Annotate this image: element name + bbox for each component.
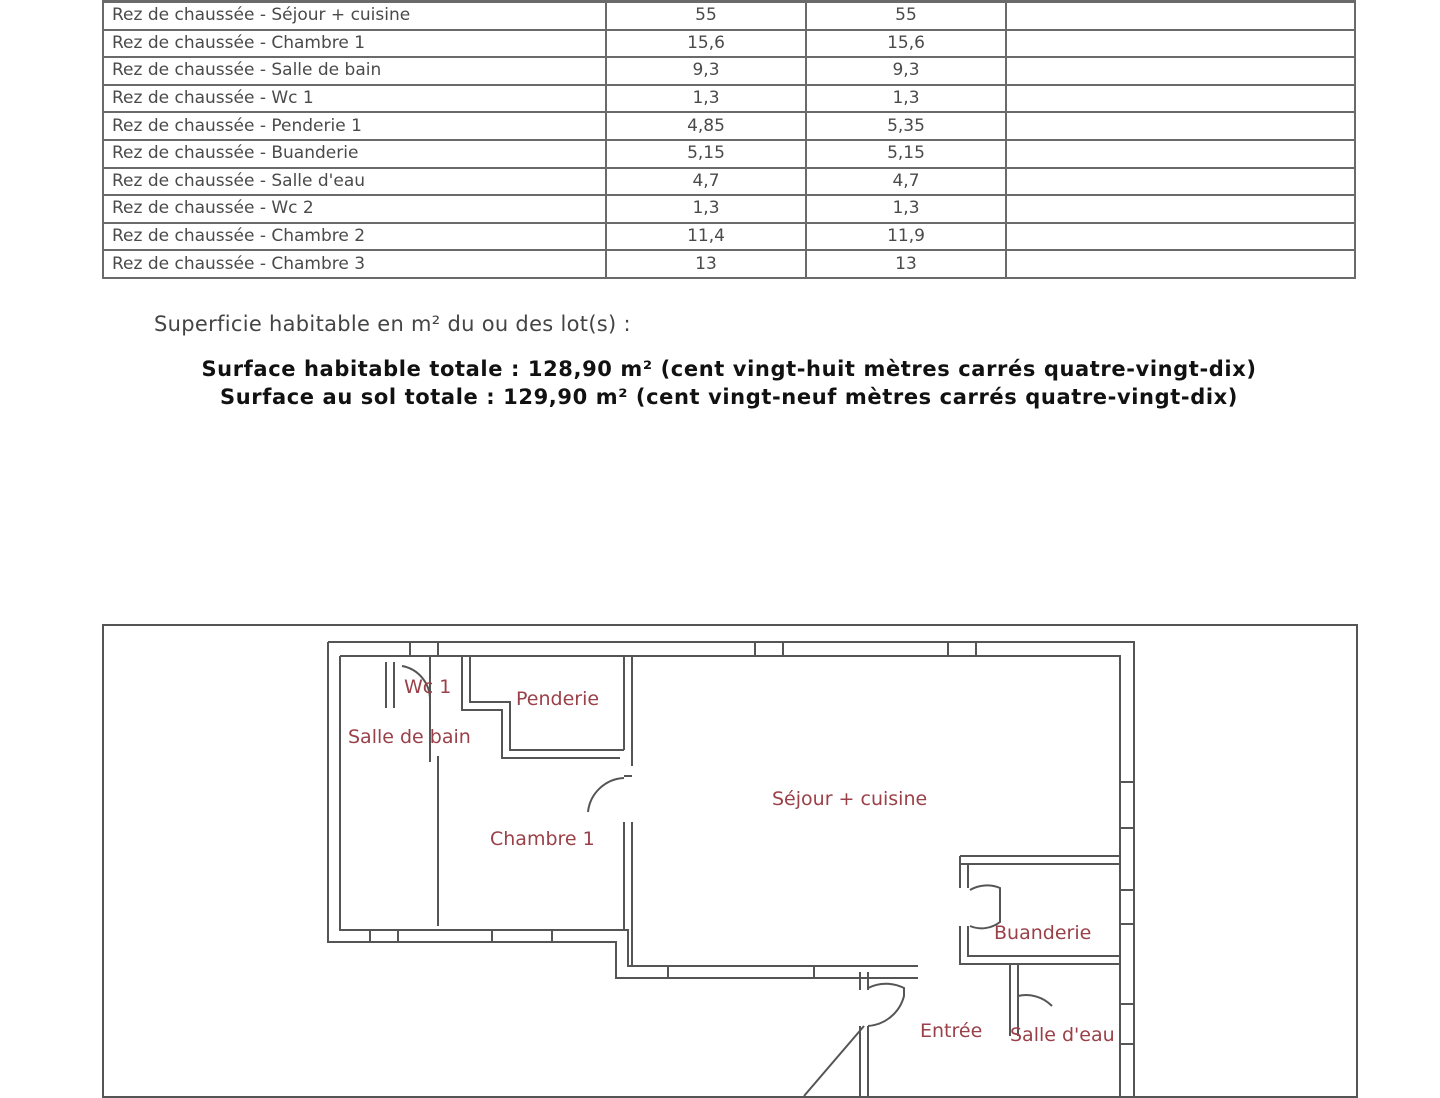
- room-cell: Rez de chaussée - Chambre 1: [103, 30, 606, 58]
- total-sol: Surface au sol totale : 129,90 m² (cent vingt-neuf mètres carrés quatre-vingt-dix): [220, 385, 1238, 409]
- room-label-salle-eau: Salle d'eau: [1010, 1024, 1115, 1046]
- note-cell: [1006, 112, 1355, 140]
- door-arc: [868, 984, 904, 1026]
- room-cell: Rez de chaussée - Chambre 3: [103, 250, 606, 278]
- surface-table-body: [103, 2, 1355, 278]
- room-cell: Rez de chaussée - Chambre 2: [103, 223, 606, 251]
- room-label-chambre1: Chambre 1: [490, 828, 595, 850]
- table-row: [103, 250, 1355, 278]
- window: [1120, 1004, 1134, 1044]
- surface-habitable-cell: 11,4: [606, 223, 806, 251]
- window: [1120, 782, 1134, 828]
- window: [410, 642, 438, 656]
- surface-sol-cell: 5,35: [806, 112, 1006, 140]
- surface-table: [102, 0, 1356, 279]
- surface-habitable-cell: 15,6: [606, 30, 806, 58]
- room-cell: Rez de chaussée - Buanderie: [103, 140, 606, 168]
- room-cell: Rez de chaussée - Séjour + cuisine: [103, 2, 606, 30]
- note-cell: [1006, 140, 1355, 168]
- surface-habitable-cell: 1,3: [606, 85, 806, 113]
- note-cell: [1006, 223, 1355, 251]
- room-cell: Rez de chaussée - Wc 2: [103, 195, 606, 223]
- note-cell: [1006, 30, 1355, 58]
- surface-sol-cell: 55: [806, 2, 1006, 30]
- superficie-heading: Superficie habitable en m² du ou des lot(s) :: [154, 312, 631, 336]
- room-cell: Rez de chaussée - Wc 1: [103, 85, 606, 113]
- surface-sol-cell: 15,6: [806, 30, 1006, 58]
- surface-habitable-cell: 1,3: [606, 195, 806, 223]
- room-cell: Rez de chaussée - Salle de bain: [103, 57, 606, 85]
- surface-habitable-cell: 5,15: [606, 140, 806, 168]
- table-row: [103, 2, 1355, 30]
- room-cell: Rez de chaussée - Penderie 1: [103, 112, 606, 140]
- note-cell: [1006, 85, 1355, 113]
- room-label-entree: Entrée: [920, 1020, 983, 1042]
- surface-sol-cell: 1,3: [806, 195, 1006, 223]
- note-cell: [1006, 195, 1355, 223]
- table-row: [103, 85, 1355, 113]
- surface-sol-cell: 13: [806, 250, 1006, 278]
- note-cell: [1006, 168, 1355, 196]
- table-row: [103, 168, 1355, 196]
- note-cell: [1006, 250, 1355, 278]
- surface-habitable-cell: 13: [606, 250, 806, 278]
- door-arc: [1018, 995, 1052, 1006]
- total-habitable: Surface habitable totale : 128,90 m² (cent vingt-huit mètres carrés quatre-vingt-dix): [201, 357, 1257, 381]
- floor-plan-frame: [102, 624, 1358, 1098]
- note-cell: [1006, 57, 1355, 85]
- surface-habitable-cell: 4,7: [606, 168, 806, 196]
- floor-plan: [104, 626, 1356, 1096]
- room-label-salle-de-bain: Salle de bain: [348, 726, 471, 748]
- table-row: [103, 195, 1355, 223]
- outer-wall-inner: [340, 656, 1120, 1096]
- note-cell: [1006, 2, 1355, 30]
- room-label-penderie: Penderie: [516, 688, 600, 710]
- door-arc: [588, 778, 624, 812]
- surface-habitable-cell: 55: [606, 2, 806, 30]
- surface-sol-cell: 9,3: [806, 57, 1006, 85]
- surface-sol-cell: 4,7: [806, 168, 1006, 196]
- window: [370, 930, 398, 942]
- table-row: [103, 57, 1355, 85]
- surface-sol-cell: 5,15: [806, 140, 1006, 168]
- room-label-wc1: Wc 1: [404, 676, 452, 698]
- window: [948, 642, 976, 656]
- window: [492, 930, 552, 942]
- table-row: [103, 112, 1355, 140]
- surface-habitable-cell: 9,3: [606, 57, 806, 85]
- window: [668, 966, 814, 978]
- surface-habitable-cell: 4,85: [606, 112, 806, 140]
- surface-sol-cell: 1,3: [806, 85, 1006, 113]
- table-row: [103, 223, 1355, 251]
- room-label-buanderie: Buanderie: [994, 922, 1092, 944]
- stair-line: [804, 1026, 864, 1096]
- surface-sol-cell: 11,9: [806, 223, 1006, 251]
- west-wall-inner: [340, 656, 918, 966]
- window: [755, 642, 783, 656]
- table-row: [103, 140, 1355, 168]
- room-cell: Rez de chaussée - Salle d'eau: [103, 168, 606, 196]
- table-row: [103, 30, 1355, 58]
- room-label-sejour: Séjour + cuisine: [772, 788, 928, 810]
- window: [1120, 890, 1134, 924]
